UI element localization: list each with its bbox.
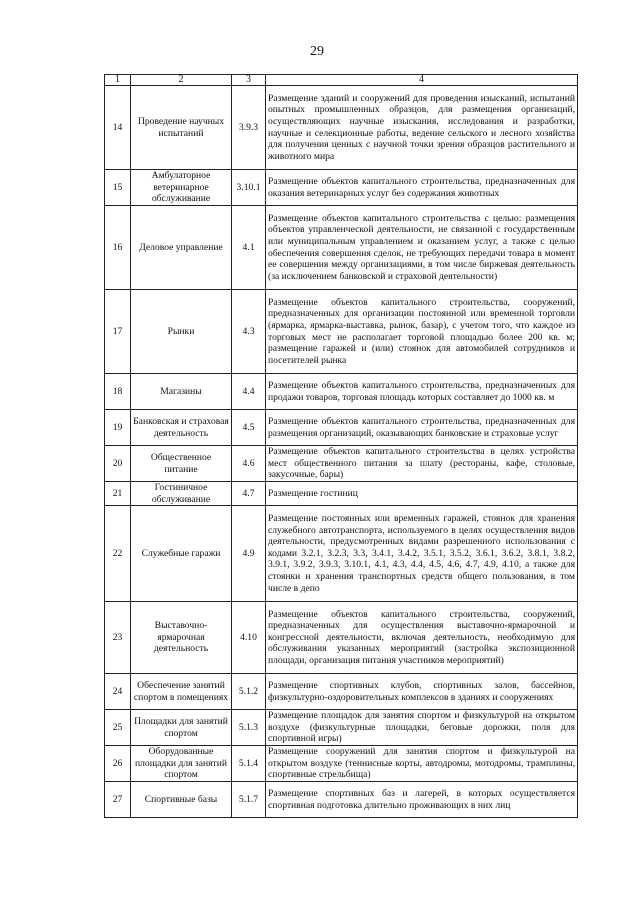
header-cell: 3 [232,75,266,86]
row-number: 14 [105,86,131,170]
row-number: 19 [105,410,131,446]
use-type-name: Оборудованные площадки для занятий спортом [131,746,232,782]
table-row [105,206,578,290]
table-row [105,86,578,170]
table-row [105,170,578,206]
use-type-name: Служебные гаражи [131,506,232,602]
use-type-code: 4.9 [232,506,266,602]
use-type-name: Амбулаторное ветеринарное обслуживание [131,170,232,206]
use-type-description: Размещение постоянных или временных гаражей, стоянок для хранения служебного автотранспорта, используемого в целях осуществления видов деятельности, предусмотренных видами разрешенного использования с кодами 3.2.1, 3.2.3, 3.3, 3.4.1, 3.4.2, 3.5.1, 3.5.2, 3.6.1, 3.6.2, 3.8.1, 3.8.2, 3.9.1, 3.9.2, 3.9.3, 3.10.1, 4.1, 4.3, 4.4, 4.5, 4.6, 4.7, 4.9, 4.10, а также для стоянки и хранения транспортных средств общего пользования, в том числе в депо [266,506,578,602]
use-type-code: 3.10.1 [232,170,266,206]
use-type-code: 5.1.3 [232,710,266,746]
use-type-code: 5.1.7 [232,782,266,818]
table-row [105,290,578,374]
use-type-code: 4.6 [232,446,266,482]
use-type-description: Размещение объектов капитального строительства, сооружений, предназначенных для организации постоянной или временной торговли (ярмарка, ярмарка-выставка, рынок, базар), с учетом того, что каждое из торговых мест не располагает торговой площадью более 200 кв. м; размещение гаражей и (или) стоянок для автомобилей сотрудников и посетителей рынка [266,290,578,374]
use-type-description: Размещение объектов капитального строительства, предназначенных для размещения организаций, оказывающих банковские и страховые услуг [266,410,578,446]
row-number: 23 [105,602,131,674]
use-type-description: Размещение спортивных клубов, спортивных залов, бассейнов, физкультурно-оздоровительных комплексов в зданиях и сооружениях [266,674,578,710]
use-type-name: Выставочно-ярмарочная деятельность [131,602,232,674]
row-number: 17 [105,290,131,374]
header-cell: 4 [266,75,578,86]
use-type-description: Размещение сооружений для занятия спортом и физкультурой на открытом воздухе (теннисные корты, автодромы, мотодромы, трамплины, спортивные стрельбища) [266,746,578,782]
use-type-name: Магазины [131,374,232,410]
use-type-code: 4.4 [232,374,266,410]
table-row [105,374,578,410]
table-header-row [105,75,578,86]
use-type-description: Размещение объектов капитального строительства, предназначенных для продажи товаров, торговая площадь которых составляет до 1000 кв. м [266,374,578,410]
row-number: 27 [105,782,131,818]
use-type-code: 4.10 [232,602,266,674]
use-type-description: Размещение гостиниц [266,482,578,506]
use-type-name: Рынки [131,290,232,374]
use-type-code: 3.9.3 [232,86,266,170]
row-number: 20 [105,446,131,482]
use-type-name: Банковская и страховая деятельность [131,410,232,446]
row-number: 24 [105,674,131,710]
land-use-table [104,74,578,818]
row-number: 16 [105,206,131,290]
use-type-code: 4.5 [232,410,266,446]
use-type-name: Обеспечение занятий спортом в помещениях [131,674,232,710]
use-type-code: 4.7 [232,482,266,506]
row-number: 22 [105,506,131,602]
row-number: 26 [105,746,131,782]
row-number: 25 [105,710,131,746]
use-type-name: Проведение научных испытаний [131,86,232,170]
table-row [105,710,578,746]
use-type-description: Размещение объектов капитального строительства в целях устройства мест общественного питания за плату (рестораны, кафе, столовые, закусочные, бары) [266,446,578,482]
use-type-name: Площадки для занятий спортом [131,710,232,746]
header-cell: 2 [131,75,232,86]
use-type-description: Размещение объектов капитального строительства, сооружений, предназначенных для осуществления выставочно-ярмарочной и конгрессной деятельности, включая деятельность, необходимую для обслуживания указанных мероприятий (застройка экспозиционной площади, организация питания участников мероприятий) [266,602,578,674]
use-type-name: Общественное питание [131,446,232,482]
table-row [105,446,578,482]
table-row [105,410,578,446]
use-type-description: Размещение объектов капитального строительства с целью: размещения объектов управленческой деятельности, не связанной с государственным или муниципальным управлением и оказанием услуг, а также с целью обеспечения совершения сделок, не требующих передачи товара в момент ее совершения между организациями, в том числе биржевая деятельность (за исключением банковской и страховой деятельности) [266,206,578,290]
table-row [105,506,578,602]
use-type-code: 4.1 [232,206,266,290]
row-number: 21 [105,482,131,506]
use-type-description: Размещение зданий и сооружений для проведения изысканий, испытаний опытных промышленных образцов, для размещения организаций, осуществляющих научные изыскания, исследования и разработки, научные и селекционные работы, ведение сельского и лесного хозяйства для получения ценных с научной точки зрения образцов растительного и животного мира [266,86,578,170]
use-type-name: Деловое управление [131,206,232,290]
table-row [105,482,578,506]
row-number: 18 [105,374,131,410]
row-number: 15 [105,170,131,206]
table-row [105,674,578,710]
table-row [105,746,578,782]
use-type-name: Спортивные базы [131,782,232,818]
header-cell: 1 [105,75,131,86]
page-number: 29 [310,44,324,59]
use-type-code: 5.1.2 [232,674,266,710]
use-type-name: Гостиничное обслуживание [131,482,232,506]
use-type-description: Размещение объектов капитального строительства, предназначенных для оказания ветеринарных услуг без содержания животных [266,170,578,206]
use-type-description: Размещение площадок для занятия спортом и физкультурой на открытом воздухе (физкультурные площадки, беговые дорожки, поля для спортивной игры) [266,710,578,746]
table-row [105,602,578,674]
use-type-code: 5.1.4 [232,746,266,782]
use-type-description: Размещение спортивных баз и лагерей, в которых осуществляется спортивная подготовка длительно проживающих в них лиц [266,782,578,818]
use-type-code: 4.3 [232,290,266,374]
table-row [105,782,578,818]
